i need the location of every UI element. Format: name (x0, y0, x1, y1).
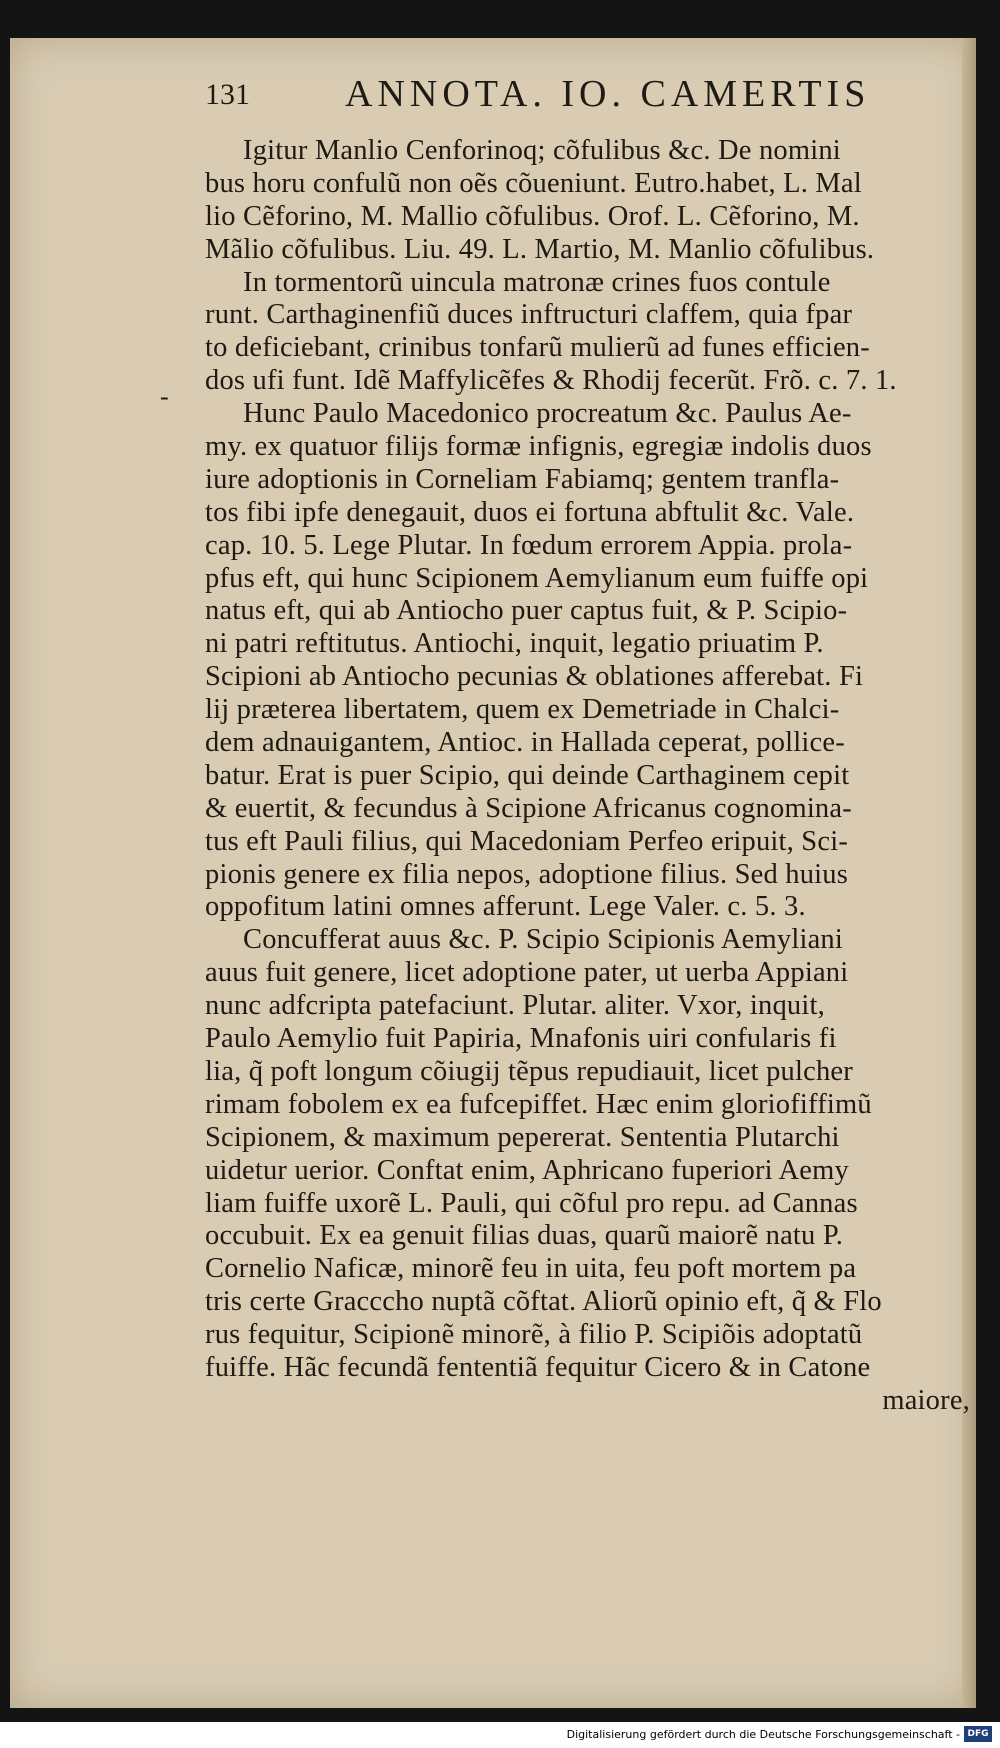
page-number: 131 (205, 78, 250, 111)
text-line: bus horu confulũ non oẽs cõueniunt. Eutro.habet, L. Mal (205, 167, 862, 199)
text-line: In tormentorũ uincula matronæ crines fuos contule (243, 266, 831, 298)
text-line: my. ex quatuor filijs formæ infignis, egregiæ indolis duos (205, 431, 872, 463)
catchword: maiore, (882, 1384, 970, 1416)
body-text (205, 135, 970, 1418)
text-line: lia, q̃ poft longum cõiugij tẽpus repudiauit, licet pulcher (205, 1055, 853, 1087)
text-line: oppofitum latini omnes afferunt. Lege Valer. c. 5. 3. (205, 891, 806, 923)
text-line: rimam fobolem ex ea fufcepiffet. Hæc enim gloriofiffimũ (205, 1088, 872, 1120)
text-line: uidetur uerior. Conftat enim, Aphricano fuperiori Aemy (205, 1154, 849, 1186)
text-line: nunc adfcripta patefaciunt. Plutar. aliter. Vxor, inquit, (205, 990, 825, 1022)
text-line: tus eft Pauli filius, qui Macedoniam Perfeo eripuit, Sci- (205, 825, 849, 857)
text-line: occubuit. Ex ea genuit filias duas, quarũ maiorẽ natu P. (205, 1220, 844, 1252)
text-line: Scipioni ab Antiocho pecunias & oblationes afferebat. Fi (205, 661, 864, 693)
text-line: & euertit, & fecundus à Scipione Africanus cognomina- (205, 792, 852, 824)
page-header (205, 72, 905, 132)
digitization-footer (0, 1722, 1000, 1748)
text-line: auus fuit genere, licet adoptione pater, ut uerba Appiani (205, 957, 849, 989)
text-line: runt. Carthaginenfiũ duces inftructuri claffem, quia fpar (205, 299, 853, 331)
text-line: iure adoptionis in Corneliam Fabiamq; gentem tranfla- (205, 463, 840, 495)
running-head: ANNOTA. IO. CAMERTIS (345, 73, 871, 115)
text-line: lio Cẽforino, M. Mallio cõfulibus. Orof. L. Cẽforino, M. (205, 200, 860, 232)
text-line: Mãlio cõfulibus. Liu. 49. L. Martio, M. Manlio cõfulibus. (205, 233, 875, 265)
text-line: to deficiebant, crinibus tonfarũ mulierũ ad funes efficien- (205, 332, 870, 364)
dfg-logo: DFG (964, 1726, 992, 1742)
text-line: Cornelio Naficæ, minorẽ feu in uita, feu poft mortem pa (205, 1253, 857, 1285)
text-line: dos ufi funt. Idẽ Maffylicẽfes & Rhodij fecerũt. Frõ. c. 7. 1. (205, 365, 897, 397)
text-line: Scipionem, & maximum pepererat. Sententia Plutarchi (205, 1121, 840, 1153)
text-line: liam fuiffe uxorẽ L. Pauli, qui cõful pro repu. ad Cannas (205, 1187, 858, 1219)
text-line: pionis genere ex filia nepos, adoptione filius. Sed huius (205, 858, 849, 890)
text-line: tos fibi ipfe denegauit, duos ei fortuna abftulit &c. Vale. (205, 496, 855, 528)
text-line: dem adnauigantem, Antioc. in Hallada ceperat, pollice- (205, 727, 845, 759)
text-line: pfus eft, qui hunc Scipionem Aemylianum eum fuiffe opi (205, 562, 869, 594)
text-line: batur. Erat is puer Scipio, qui deinde Carthaginem cepit (205, 759, 850, 791)
text-line: ni patri reftitutus. Antiochi, inquit, legatio priuatim P. (205, 628, 824, 660)
text-line: natus eft, qui ab Antiocho puer captus fuit, & P. Scipio- (205, 595, 848, 627)
margin-mark: - (160, 382, 169, 411)
text-line: Concufferat auus &c. P. Scipio Scipionis Aemyliani (243, 924, 843, 956)
text-line: lij præterea libertatem, quem ex Demetriade in Chalci- (205, 694, 840, 726)
text-line: cap. 10. 5. Lege Plutar. In fœdum errorem Appia. prola- (205, 529, 853, 561)
text-line: Igitur Manlio Cenforinoq; cõfulibus &c. De nomini (243, 135, 841, 166)
text-line: rus fequitur, Scipionẽ minorẽ, à filio P. Scipiõis adoptatũ (205, 1319, 863, 1351)
text-line: Paulo Aemylio fuit Papiria, Mnafonis uiri confularis fi (205, 1023, 837, 1055)
text-line: fuiffe. Hãc fecundã fententiã fequitur Cicero & in Catone (205, 1351, 871, 1383)
footer-credit: Digitalisierung gefördert durch die Deutsche Forschungsgemeinschaft - (566, 1728, 960, 1741)
text-line: Hunc Paulo Macedonico procreatum &c. Paulus Ae- (243, 398, 852, 430)
text-line: tris certe Gracccho nuptã cõftat. Aliorũ opinio eft, q̃ & Flo (205, 1286, 882, 1318)
